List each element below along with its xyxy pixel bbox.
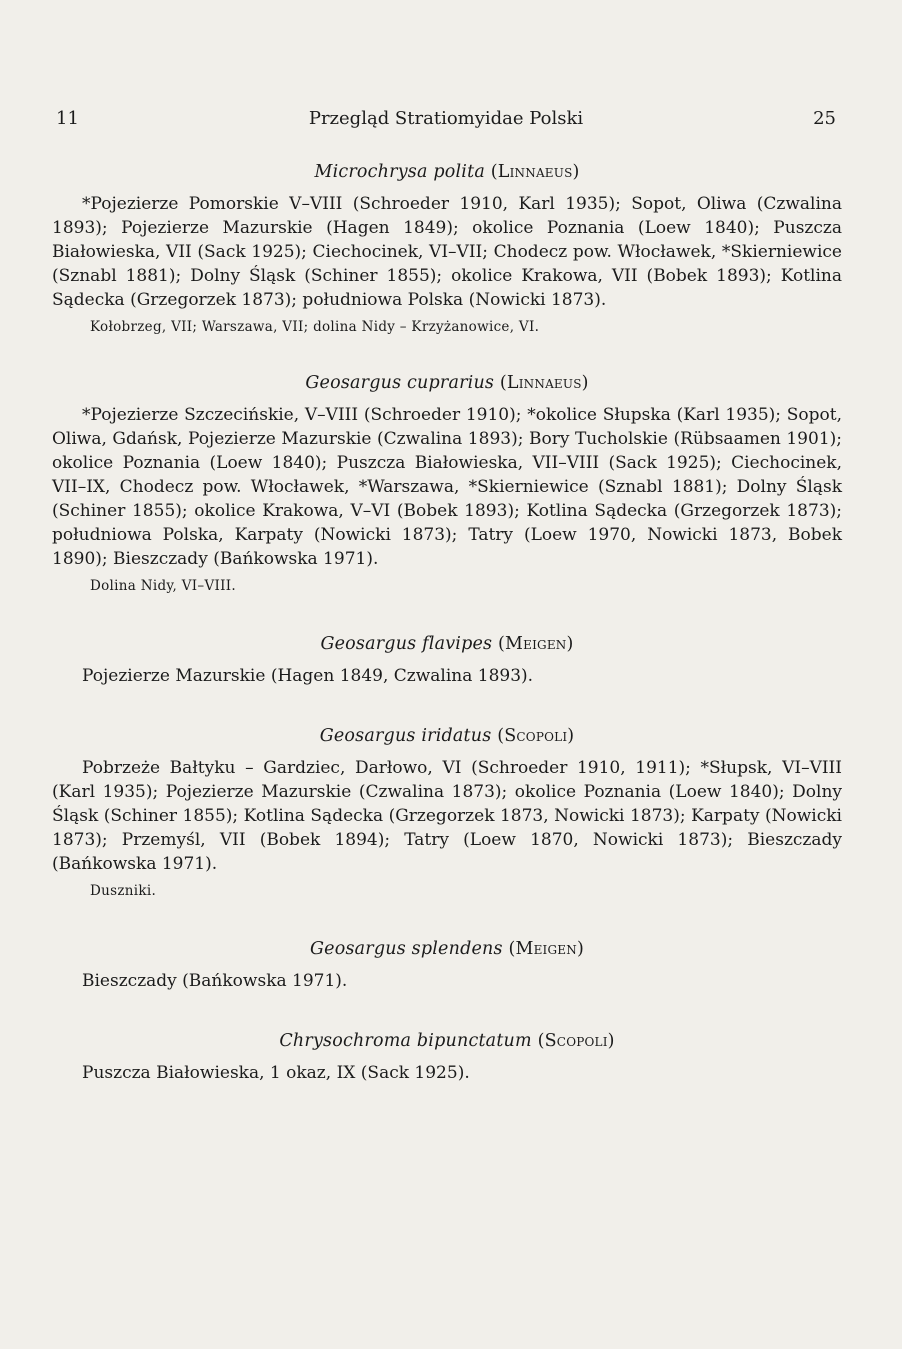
species-heading [52, 373, 842, 393]
species-author: (Meigen) [498, 634, 574, 654]
new-localities: Dolina Nidy, VI–VIII. [90, 578, 236, 594]
species-name: Geosargus cuprarius [305, 373, 495, 393]
species-name: Chrysochroma bipunctatum [279, 1031, 532, 1051]
distribution-record: Pojezierze Mazurskie (Hagen 1849, Czwalina 1893). [82, 666, 534, 686]
new-localities: Duszniki. [90, 883, 157, 899]
species-list [52, 162, 842, 1085]
species-heading [52, 726, 842, 746]
species-heading [52, 1031, 842, 1051]
species-author: (Scopoli) [497, 726, 575, 746]
page-header [56, 108, 836, 136]
species-name: Geosargus splendens [310, 939, 503, 959]
species-heading [52, 162, 842, 182]
species-heading [52, 939, 842, 959]
species-name: Microchrysa polita [314, 162, 485, 182]
species-entry [52, 162, 842, 337]
running-title: Przegląd Stratiomyidae Polski [308, 108, 584, 129]
species-author: (Meigen) [508, 939, 584, 959]
species-entry [52, 726, 842, 901]
species-name: Geosargus flavipes [320, 634, 493, 654]
species-entry [52, 634, 842, 688]
species-author: (Linnaeus) [490, 162, 580, 182]
page-number-left: 11 [56, 108, 79, 129]
species-author: (Linnaeus) [499, 373, 589, 393]
distribution-record: Puszcza Białowieska, 1 okaz, IX (Sack 1925). [82, 1063, 470, 1083]
species-entry [52, 1031, 842, 1085]
distribution-record: Bieszczady (Bańkowska 1971). [82, 971, 348, 991]
new-localities: Kołobrzeg, VII; Warszawa, VII; dolina Nidy – Krzyżanowice, VI. [90, 319, 540, 335]
species-name: Geosargus iridatus [319, 726, 492, 746]
species-entry [52, 939, 842, 993]
distribution-record: *Pojezierze Szczecińskie, V–VIII (Schroeder 1910); *okolice Słupska (Karl 1935); Sopot, Oliwa, Gdańsk, Pojezierze Mazurskie (Czwalina 1893); Bory Tucholskie (Rübsaamen 1901); okolice Poznania (Loew 1840); Puszcza Białowieska, VII–VIII (Sack 1925); Ciechocinek, VII–IX, Chodecz pow. Włocławek, *Warszawa, *Skierniewice (Sznabl 1881); Dolny Śląsk (Schiner 1855); okolice Krakowa, V–VI (Bobek 1893); Kotlina Sądecka (Grzegorzek 1873); południowa Polska, Karpaty (Nowicki 1873); Tatry (Loew 1970, Nowicki 1873, Bobek 1890); Bieszczady (Bańkowska 1971). [52, 405, 842, 569]
page-number-right: 25 [813, 108, 836, 129]
distribution-record: *Pojezierze Pomorskie V–VIII (Schroeder 1910, Karl 1935); Sopot, Oliwa (Czwalina 1893); Pojezierze Mazurskie (Hagen 1849); okolice Poznania (Loew 1840); Puszcza Białowieska, VII (Sack 1925); Ciechocinek, VI–VII; Chodecz pow. Włocławek, *Skierniewice (Sznabl 1881); Dolny Śląsk (Schiner 1855); okolice Krakowa, VII (Bobek 1893); Kotlina Sądecka (Grzegorzek 1873); południowa Polska (Nowicki 1873). [52, 194, 842, 310]
species-entry [52, 373, 842, 596]
species-heading [52, 634, 842, 654]
species-author: (Scopoli) [537, 1031, 615, 1051]
distribution-record: Pobrzeże Bałtyku – Gardziec, Darłowo, VI (Schroeder 1910, 1911); *Słupsk, VI–VIII (Karl 1935); Pojezierze Mazurskie (Czwalina 1873); okolice Poznania (Loew 1840); Dolny Śląsk (Schiner 1855); Kotlina Sądecka (Grzegorzek 1873, Nowicki 1873); Karpaty (Nowicki 1873); Przemyśl, VII (Bobek 1894); Tatry (Loew 1870, Nowicki 1873); Bieszczady (Bańkowska 1971). [52, 758, 842, 874]
